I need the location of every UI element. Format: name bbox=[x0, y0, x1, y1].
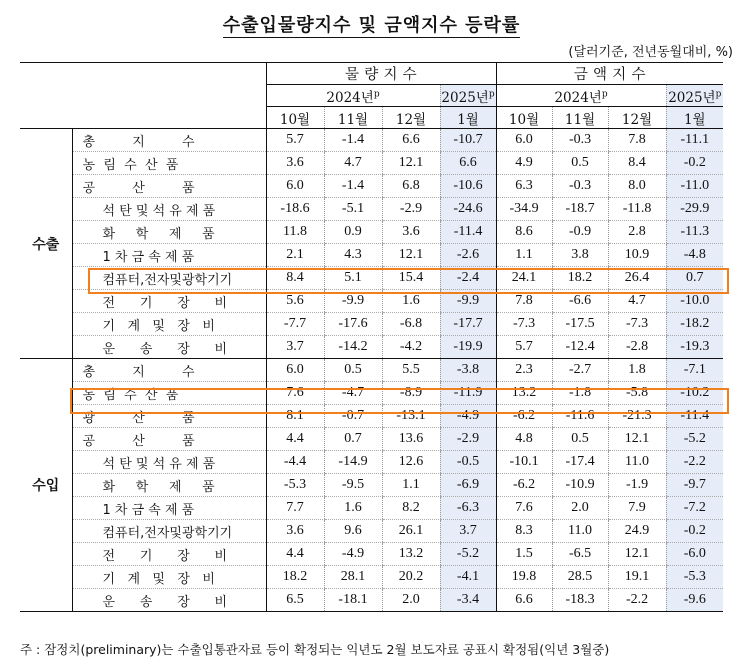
value-cell: 6.8 bbox=[382, 175, 440, 198]
value-cell: 6.6 bbox=[382, 129, 440, 152]
year-2024-header-value: 2024년$^p$ bbox=[496, 85, 666, 107]
value-cell: -7.1 bbox=[666, 359, 723, 382]
table-row bbox=[20, 451, 723, 474]
value-cell: -0.3 bbox=[552, 129, 608, 152]
value-cell: 2.8 bbox=[608, 221, 666, 244]
value-cell: 6.6 bbox=[440, 152, 496, 175]
value-cell: -10.7 bbox=[440, 129, 496, 152]
value-cell: 3.7 bbox=[440, 520, 496, 543]
export-section bbox=[20, 129, 723, 359]
value-cell: -21.3 bbox=[608, 405, 666, 428]
value-cell: 10.9 bbox=[608, 244, 666, 267]
value-cell: -5.1 bbox=[324, 198, 382, 221]
value-cell: -5.8 bbox=[608, 382, 666, 405]
year-2025-header-volume: 2025년$^p$ bbox=[440, 85, 496, 107]
value-cell: 0.5 bbox=[552, 428, 608, 451]
value-cell: -6.9 bbox=[440, 474, 496, 497]
group-volume-header: 물 량 지 수 bbox=[266, 63, 496, 85]
value-cell: 0.5 bbox=[324, 359, 382, 382]
value-cell: 26.4 bbox=[608, 267, 666, 290]
value-cell: -19.9 bbox=[440, 336, 496, 359]
value-cell: 3.6 bbox=[266, 520, 324, 543]
table-row bbox=[20, 589, 723, 612]
value-cell: -6.6 bbox=[552, 290, 608, 313]
value-cell: 18.2 bbox=[266, 566, 324, 589]
value-cell: 0.7 bbox=[324, 428, 382, 451]
value-cell: 0.5 bbox=[552, 152, 608, 175]
value-cell: -7.2 bbox=[666, 497, 723, 520]
value-cell: -9.6 bbox=[666, 589, 723, 612]
table-row bbox=[20, 428, 723, 451]
value-cell: 24.9 bbox=[608, 520, 666, 543]
value-cell: 3.6 bbox=[382, 221, 440, 244]
value-cell: -7.3 bbox=[496, 313, 552, 336]
value-cell: -6.8 bbox=[382, 313, 440, 336]
value-cell: 8.3 bbox=[496, 520, 552, 543]
value-cell: 1.1 bbox=[382, 474, 440, 497]
item-name: 총 지 수 bbox=[72, 359, 266, 382]
month-header: 12월 bbox=[608, 107, 666, 129]
value-cell: -11.4 bbox=[666, 405, 723, 428]
table-row bbox=[20, 474, 723, 497]
table-row bbox=[20, 520, 723, 543]
value-cell: 6.0 bbox=[266, 359, 324, 382]
value-cell: 12.1 bbox=[608, 428, 666, 451]
index-table bbox=[20, 62, 723, 612]
value-cell: -2.9 bbox=[382, 198, 440, 221]
value-cell: 11.8 bbox=[266, 221, 324, 244]
value-cell: -6.2 bbox=[496, 405, 552, 428]
value-cell: 5.6 bbox=[266, 290, 324, 313]
table-row bbox=[20, 267, 723, 290]
month-header: 1월 bbox=[666, 107, 723, 129]
value-cell: -7.3 bbox=[608, 313, 666, 336]
value-cell: 7.9 bbox=[608, 497, 666, 520]
value-cell: 13.6 bbox=[382, 428, 440, 451]
section-label: 수출 bbox=[20, 129, 72, 359]
value-cell: 20.2 bbox=[382, 566, 440, 589]
value-cell: -5.3 bbox=[666, 566, 723, 589]
value-cell: -2.2 bbox=[666, 451, 723, 474]
value-cell: 24.1 bbox=[496, 267, 552, 290]
value-cell: -18.2 bbox=[666, 313, 723, 336]
value-cell: 6.5 bbox=[266, 589, 324, 612]
value-cell: -10.1 bbox=[496, 451, 552, 474]
value-cell: -4.9 bbox=[324, 543, 382, 566]
value-cell: 7.6 bbox=[496, 497, 552, 520]
value-cell: -6.3 bbox=[440, 497, 496, 520]
item-name: 컴퓨터,전자및광학기기 bbox=[72, 520, 266, 543]
value-cell: -2.2 bbox=[608, 589, 666, 612]
value-cell: 19.8 bbox=[496, 566, 552, 589]
value-cell: -18.7 bbox=[552, 198, 608, 221]
value-cell: -10.2 bbox=[666, 382, 723, 405]
item-name: 화 학 제 품 bbox=[72, 474, 266, 497]
year-2025-header-value: 2025년$^p$ bbox=[666, 85, 723, 107]
value-cell: -9.9 bbox=[440, 290, 496, 313]
value-cell: -0.7 bbox=[324, 405, 382, 428]
month-header: 10월 bbox=[496, 107, 552, 129]
table-row bbox=[20, 405, 723, 428]
value-cell: -12.4 bbox=[552, 336, 608, 359]
value-cell: 1.5 bbox=[496, 543, 552, 566]
value-cell: -10.0 bbox=[666, 290, 723, 313]
table-row bbox=[20, 336, 723, 359]
item-name: 석 탄 및 석 유 제 품 bbox=[72, 198, 266, 221]
table-row bbox=[20, 382, 723, 405]
value-cell: -4.7 bbox=[324, 382, 382, 405]
item-name: 운 송 장 비 bbox=[72, 336, 266, 359]
value-cell: -3.4 bbox=[440, 589, 496, 612]
table-row bbox=[20, 566, 723, 589]
item-name: 기 계 및 장 비 bbox=[72, 313, 266, 336]
section-label: 수입 bbox=[20, 359, 72, 612]
item-name: 1 차 금 속 제 품 bbox=[72, 244, 266, 267]
value-cell: 8.6 bbox=[496, 221, 552, 244]
value-cell: -7.7 bbox=[266, 313, 324, 336]
value-cell: -4.4 bbox=[266, 451, 324, 474]
value-cell: -13.1 bbox=[382, 405, 440, 428]
value-cell: 5.7 bbox=[496, 336, 552, 359]
value-cell: 12.6 bbox=[382, 451, 440, 474]
month-header: 10월 bbox=[266, 107, 324, 129]
value-cell: 4.9 bbox=[496, 152, 552, 175]
value-cell: -5.2 bbox=[666, 428, 723, 451]
value-cell: 2.0 bbox=[552, 497, 608, 520]
table-row bbox=[20, 359, 723, 382]
value-cell: -0.9 bbox=[552, 221, 608, 244]
month-header: 12월 bbox=[382, 107, 440, 129]
item-name: 전 기 장 비 bbox=[72, 543, 266, 566]
value-cell: 28.5 bbox=[552, 566, 608, 589]
value-cell: 4.7 bbox=[608, 290, 666, 313]
item-name: 운 송 장 비 bbox=[72, 589, 266, 612]
value-cell: -4.9 bbox=[440, 405, 496, 428]
table-row bbox=[20, 497, 723, 520]
table-row bbox=[20, 175, 723, 198]
month-header: 1월 bbox=[440, 107, 496, 129]
value-cell: 1.8 bbox=[608, 359, 666, 382]
table-row bbox=[20, 543, 723, 566]
value-cell: -6.2 bbox=[496, 474, 552, 497]
value-cell: -10.9 bbox=[552, 474, 608, 497]
value-cell: -9.7 bbox=[666, 474, 723, 497]
value-cell: -1.9 bbox=[608, 474, 666, 497]
item-name: 컴퓨터,전자및광학기기 bbox=[72, 267, 266, 290]
value-cell: 12.1 bbox=[608, 543, 666, 566]
value-cell: 3.6 bbox=[266, 152, 324, 175]
unit-note: (달러기준, 전년동월대비, %) bbox=[568, 45, 733, 60]
value-cell: 4.8 bbox=[496, 428, 552, 451]
value-cell: 4.7 bbox=[324, 152, 382, 175]
value-cell: -0.5 bbox=[440, 451, 496, 474]
value-cell: -1.4 bbox=[324, 129, 382, 152]
value-cell: -18.1 bbox=[324, 589, 382, 612]
value-cell: -4.2 bbox=[382, 336, 440, 359]
table-row bbox=[20, 313, 723, 336]
value-cell: 6.3 bbox=[496, 175, 552, 198]
value-cell: 8.1 bbox=[266, 405, 324, 428]
value-cell: -34.9 bbox=[496, 198, 552, 221]
value-cell: -4.8 bbox=[666, 244, 723, 267]
value-cell: 1.1 bbox=[496, 244, 552, 267]
value-cell: -4.1 bbox=[440, 566, 496, 589]
value-cell: 6.6 bbox=[496, 589, 552, 612]
value-cell: -10.6 bbox=[440, 175, 496, 198]
table-row bbox=[20, 152, 723, 175]
value-cell: -11.1 bbox=[666, 129, 723, 152]
value-cell: 1.6 bbox=[324, 497, 382, 520]
item-name: 총 지 수 bbox=[72, 129, 266, 152]
value-cell: -6.5 bbox=[552, 543, 608, 566]
table-row bbox=[20, 244, 723, 267]
value-cell: -9.9 bbox=[324, 290, 382, 313]
value-cell: 13.2 bbox=[496, 382, 552, 405]
item-name: 석 탄 및 석 유 제 품 bbox=[72, 451, 266, 474]
value-cell: -1.4 bbox=[324, 175, 382, 198]
value-cell: 12.1 bbox=[382, 244, 440, 267]
value-cell: -19.3 bbox=[666, 336, 723, 359]
value-cell: 19.1 bbox=[608, 566, 666, 589]
value-cell: -0.2 bbox=[666, 520, 723, 543]
value-cell: 9.6 bbox=[324, 520, 382, 543]
value-cell: -17.6 bbox=[324, 313, 382, 336]
item-name: 전 기 장 비 bbox=[72, 290, 266, 313]
table-row bbox=[20, 221, 723, 244]
value-cell: 0.9 bbox=[324, 221, 382, 244]
value-cell: -24.6 bbox=[440, 198, 496, 221]
item-name: 화 학 제 품 bbox=[72, 221, 266, 244]
value-cell: 11.0 bbox=[608, 451, 666, 474]
value-cell: 26.1 bbox=[382, 520, 440, 543]
item-name: 공 산 품 bbox=[72, 428, 266, 451]
item-name: 광 산 품 bbox=[72, 405, 266, 428]
value-cell: -17.7 bbox=[440, 313, 496, 336]
value-cell: -18.6 bbox=[266, 198, 324, 221]
value-cell: -14.2 bbox=[324, 336, 382, 359]
value-cell: 7.8 bbox=[608, 129, 666, 152]
table-row bbox=[20, 290, 723, 313]
value-cell: -2.6 bbox=[440, 244, 496, 267]
value-cell: 5.7 bbox=[266, 129, 324, 152]
value-cell: -11.3 bbox=[666, 221, 723, 244]
value-cell: 8.4 bbox=[608, 152, 666, 175]
value-cell: 18.2 bbox=[552, 267, 608, 290]
month-header: 11월 bbox=[552, 107, 608, 129]
value-cell: 7.8 bbox=[496, 290, 552, 313]
value-cell: 11.0 bbox=[552, 520, 608, 543]
value-cell: 5.1 bbox=[324, 267, 382, 290]
value-cell: 4.4 bbox=[266, 543, 324, 566]
value-cell: 8.4 bbox=[266, 267, 324, 290]
value-cell: -2.9 bbox=[440, 428, 496, 451]
value-cell: -11.6 bbox=[552, 405, 608, 428]
value-cell: -3.8 bbox=[440, 359, 496, 382]
footnote: 주 : 잠정치(preliminary)는 수출입통관자료 등이 확정되는 익년도 2월 보도자료 공표시 확정됨(익년 3월중) bbox=[20, 642, 610, 657]
value-cell: 2.0 bbox=[382, 589, 440, 612]
value-cell: -9.5 bbox=[324, 474, 382, 497]
value-cell: 4.4 bbox=[266, 428, 324, 451]
value-cell: -11.4 bbox=[440, 221, 496, 244]
value-cell: 7.6 bbox=[266, 382, 324, 405]
value-cell: -11.0 bbox=[666, 175, 723, 198]
value-cell: -2.7 bbox=[552, 359, 608, 382]
month-header: 11월 bbox=[324, 107, 382, 129]
value-cell: -11.8 bbox=[608, 198, 666, 221]
item-name: 농 림 수 산 품 bbox=[72, 152, 266, 175]
value-cell: 6.0 bbox=[496, 129, 552, 152]
value-cell: -0.2 bbox=[666, 152, 723, 175]
value-cell: -11.9 bbox=[440, 382, 496, 405]
item-name: 농 림 수 산 품 bbox=[72, 382, 266, 405]
value-cell: 2.1 bbox=[266, 244, 324, 267]
value-cell: -14.9 bbox=[324, 451, 382, 474]
value-cell: 0.7 bbox=[666, 267, 723, 290]
value-cell: 3.7 bbox=[266, 336, 324, 359]
table-row bbox=[20, 198, 723, 221]
year-2024-header-volume: 2024년$^p$ bbox=[266, 85, 440, 107]
value-cell: 6.0 bbox=[266, 175, 324, 198]
value-cell: 8.0 bbox=[608, 175, 666, 198]
value-cell: -17.4 bbox=[552, 451, 608, 474]
value-cell: -5.3 bbox=[266, 474, 324, 497]
value-cell: -1.8 bbox=[552, 382, 608, 405]
value-cell: 5.5 bbox=[382, 359, 440, 382]
value-cell: 8.2 bbox=[382, 497, 440, 520]
value-cell: 3.8 bbox=[552, 244, 608, 267]
value-cell: -0.3 bbox=[552, 175, 608, 198]
value-cell: 28.1 bbox=[324, 566, 382, 589]
value-cell: -29.9 bbox=[666, 198, 723, 221]
value-cell: 13.2 bbox=[382, 543, 440, 566]
value-cell: 2.3 bbox=[496, 359, 552, 382]
page-title: 수출입물량지수 및 금액지수 등락률 bbox=[222, 15, 521, 36]
import-section bbox=[20, 359, 723, 612]
table-row bbox=[20, 129, 723, 152]
value-cell: 12.1 bbox=[382, 152, 440, 175]
value-cell: -5.2 bbox=[440, 543, 496, 566]
value-cell: -8.9 bbox=[382, 382, 440, 405]
item-name: 공 산 품 bbox=[72, 175, 266, 198]
value-cell: 15.4 bbox=[382, 267, 440, 290]
value-cell: -17.5 bbox=[552, 313, 608, 336]
value-cell: 1.6 bbox=[382, 290, 440, 313]
value-cell: 4.3 bbox=[324, 244, 382, 267]
value-cell: -2.4 bbox=[440, 267, 496, 290]
value-cell: -6.0 bbox=[666, 543, 723, 566]
value-cell: -2.8 bbox=[608, 336, 666, 359]
group-value-header: 금 액 지 수 bbox=[496, 63, 723, 85]
value-cell: 7.7 bbox=[266, 497, 324, 520]
item-name: 1 차 금 속 제 품 bbox=[72, 497, 266, 520]
value-cell: -18.3 bbox=[552, 589, 608, 612]
item-name: 기 계 및 장 비 bbox=[72, 566, 266, 589]
